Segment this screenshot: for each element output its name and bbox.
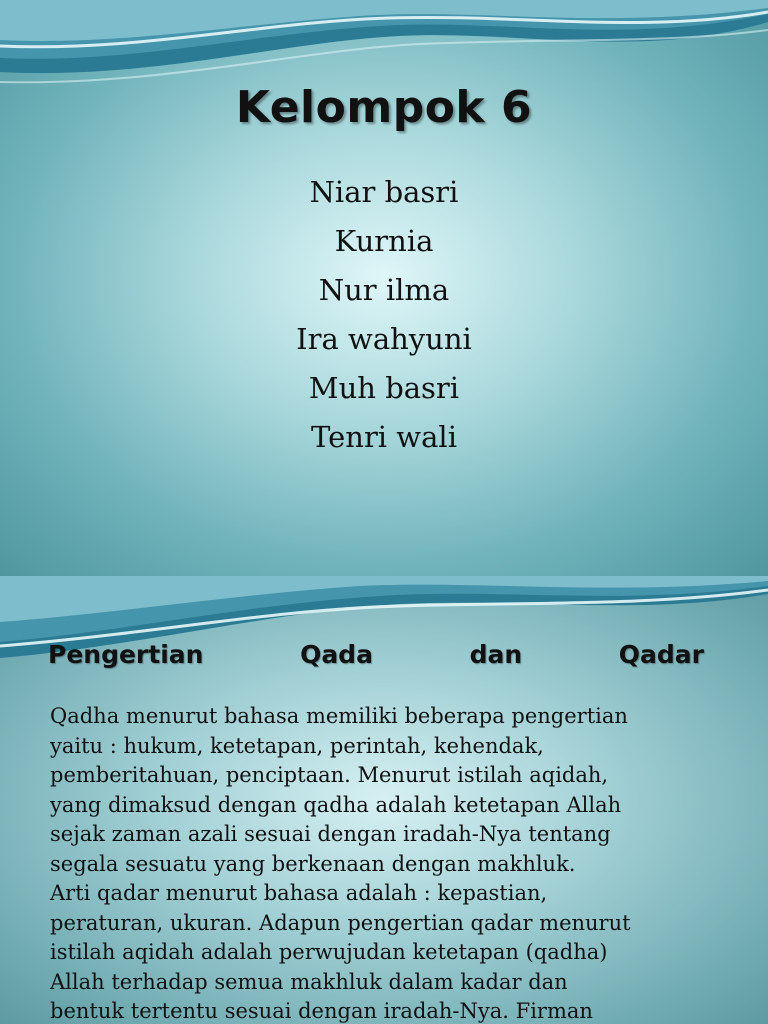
list-item: Niar basri xyxy=(309,175,459,209)
slide-2 xyxy=(0,576,768,1024)
heading-word: Pengertian xyxy=(48,640,204,669)
list-item: Ira wahyuni xyxy=(296,322,472,356)
heading-word: Qada xyxy=(300,640,373,669)
text-line: pemberitahuan, penciptaan. Menurut istilah aqidah, xyxy=(50,763,609,787)
text-line: bentuk tertentu sesuai dengan iradah-Nya. Firman xyxy=(50,999,593,1023)
text-line: yang dimaksud dengan qadha adalah ketetapan Allah xyxy=(50,792,622,817)
slide-heading xyxy=(48,640,704,669)
heading-word: dan xyxy=(469,640,523,669)
text-line: Qadha menurut bahasa memiliki beberapa pengertian xyxy=(50,704,628,728)
text-line: istilah aqidah adalah perwujudan ketetapan (qadha) xyxy=(50,940,608,964)
text-line: peraturan, ukuran. Adapun pengertian qadar menurut xyxy=(50,910,631,935)
text-line: segala sesuatu yang berkenaan dengan makhluk. xyxy=(50,851,576,876)
body-paragraph xyxy=(50,702,740,1024)
list-item: Kurnia xyxy=(334,224,434,258)
member-list xyxy=(0,168,768,462)
text-line: Arti qadar menurut bahasa adalah : kepastian, xyxy=(50,881,548,905)
text-line: yaitu : hukum, ketetapan, perintah, kehendak, xyxy=(50,733,544,758)
list-item: Tenri wali xyxy=(311,420,457,454)
text-line: sejak zaman azali sesuai dengan iradah-Nya tentang xyxy=(50,822,611,846)
text-line: Allah terhadap semua makhluk dalam kadar dan xyxy=(50,969,568,994)
heading-word: Qadar xyxy=(618,640,704,669)
slide-title: Kelompok 6 xyxy=(235,82,533,133)
list-item: Muh basri xyxy=(308,371,460,405)
list-item: Nur ilma xyxy=(318,273,450,307)
